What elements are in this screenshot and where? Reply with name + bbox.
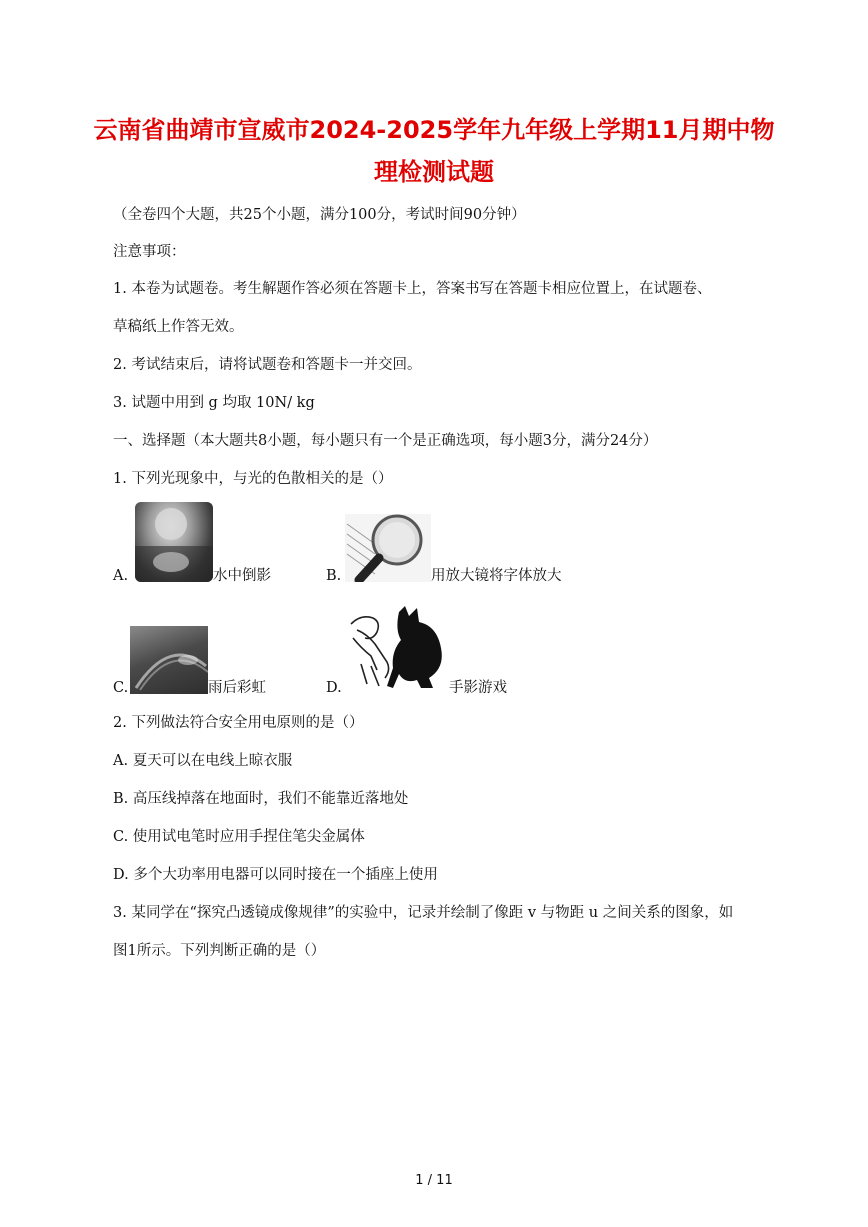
rainbow-photo [130,626,208,694]
notice-2: 2. 考试结束后，请将试题卷和答题卡一并交回。 [113,357,422,373]
exam-title-line-2: 理检测试题 [374,158,494,186]
question-1-options-row-2 [113,604,763,694]
option-text: 多个大功率用电器可以同时接在一个插座上使用 [133,867,438,883]
question-2-option-a [113,751,763,771]
question-2-option-b [113,789,763,809]
option-c-letter: C. [113,680,129,696]
moon-reflection-photo [135,502,213,582]
question-1-stem: 1. 下列光现象中，与光的色散相关的是（） [113,471,393,487]
option-b-text: 用放大镜将字体放大 [431,568,562,584]
exam-subtitle: （全卷四个大题，共25个小题，满分100分，考试时间90分钟） [113,207,526,223]
question-2-option-c [113,827,763,847]
question-2-stem: 2. 下列做法符合安全用电原则的是（） [113,715,364,731]
option-d-text: 手影游戏 [449,680,507,696]
option-text: 使用试电笔时应用手捏住笔尖金属体 [132,829,365,845]
option-text: 夏天可以在电线上晾衣服 [132,753,293,769]
option-letter: A. [113,753,129,769]
option-d-letter: D. [326,680,342,696]
hand-shadow-drawing [347,604,451,694]
magnifying-glass-photo [345,514,431,582]
option-c-text: 雨后彩虹 [208,680,266,696]
notice-1: 1. 本卷为试题卷。考生解题作答必须在答题卡上，答案书写在答题卡相应位置上，在试题卷、 [113,281,712,297]
exam-title-line-1: 云南省曲靖市宣威市2024-2025学年九年级上学期11月期中物 [93,116,775,144]
question-2-option-d [113,865,763,885]
page-number: 1 / 11 [415,1173,453,1188]
option-letter: D. [113,867,129,883]
option-a-letter: A. [113,568,129,584]
option-text: 高压线掉落在地面时，我们不能靠近落地处 [132,791,409,807]
question-3-stem-line-1: 3. 某同学在“探究凸透镜成像规律”的实验中，记录并绘制了像距 v 与物距 u 之间关系的图象，如 [113,905,734,921]
option-letter: C. [113,829,129,845]
notice-1-cont: 草稿纸上作答无效。 [113,319,244,335]
section-heading: 一、选择题（本大题共8小题，每小题只有一个是正确选项，每小题3分，满分24分） [113,433,658,449]
notice-heading: 注意事项： [113,244,186,260]
notice-3: 3. 试题中用到 g 均取 10N/ kg [113,395,315,411]
option-a-text: 水中倒影 [213,568,271,584]
option-letter: B. [113,791,129,807]
question-3-stem-line-2: 图1所示。下列判断正确的是（） [113,943,326,959]
question-1-options-row-1 [113,500,763,590]
option-b-letter: B. [326,568,342,584]
